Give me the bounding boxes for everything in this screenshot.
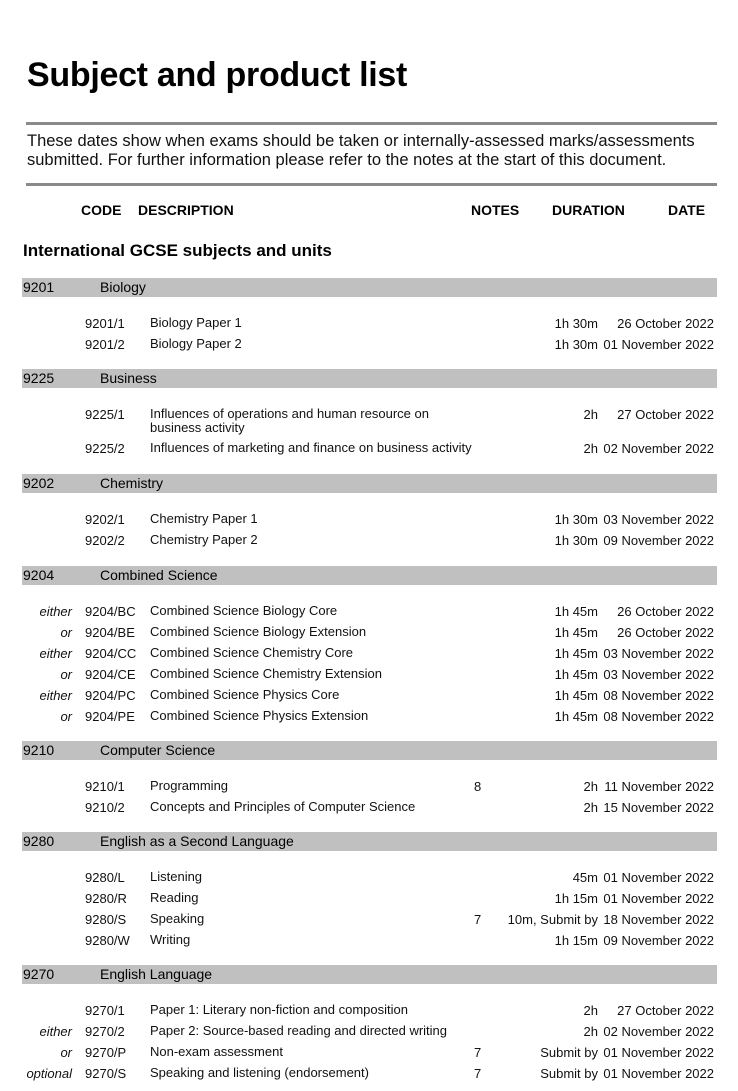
- subject-band: [22, 566, 717, 585]
- unit-code: 9280/W: [85, 933, 130, 948]
- subject-name: Business: [100, 370, 157, 386]
- unit-code: 9210/2: [85, 800, 125, 815]
- unit-duration: 1h 30m: [554, 316, 598, 331]
- subject-band: [22, 832, 717, 851]
- unit-date: 26 October 2022: [617, 604, 714, 619]
- unit-code: 9270/1: [85, 1003, 125, 1018]
- subject-name: English as a Second Language: [100, 833, 294, 849]
- unit-description: Listening: [150, 869, 203, 884]
- unit-description: Influences of operations and human resource on business activity: [150, 406, 429, 435]
- unit-notes: 7: [474, 1066, 482, 1081]
- unit-code: 9270/2: [85, 1024, 125, 1039]
- subject-code: 9280: [23, 833, 55, 849]
- subject-code: 9201: [23, 279, 55, 295]
- subject-code: 9204: [23, 567, 55, 583]
- unit-duration: 1h 45m: [554, 625, 598, 640]
- unit-row: [0, 337, 738, 355]
- unit-duration: 1h 45m: [554, 709, 598, 724]
- column-header-notes: NOTES: [471, 202, 520, 218]
- unit-description: Biology Paper 2: [150, 336, 242, 351]
- unit-row: [0, 870, 738, 888]
- unit-description: Non-exam assessment: [150, 1044, 283, 1059]
- unit-row: [0, 406, 738, 435]
- unit-date: 03 November 2022: [603, 512, 714, 527]
- unit-duration: 1h 30m: [554, 533, 598, 548]
- unit-code: 9210/1: [85, 779, 125, 794]
- unit-description: Combined Science Physics Extension: [150, 708, 369, 723]
- unit-code: 9201/2: [85, 337, 125, 352]
- unit-row: [0, 604, 738, 622]
- unit-duration: Submit by: [540, 1045, 598, 1060]
- unit-description: Paper 1: Literary non-fiction and composition: [150, 1002, 408, 1017]
- unit-code: 9280/S: [85, 912, 127, 927]
- unit-description: Programming: [150, 778, 229, 793]
- unit-description: Chemistry Paper 2: [150, 532, 258, 547]
- subject-band: [22, 369, 717, 388]
- unit-duration: 10m, Submit by: [507, 912, 598, 927]
- unit-date: 08 November 2022: [603, 709, 714, 724]
- unit-duration: 1h 15m: [554, 933, 598, 948]
- unit-row: [0, 1045, 738, 1063]
- unit-date: 09 November 2022: [603, 933, 714, 948]
- column-header-duration: DURATION: [552, 202, 625, 218]
- unit-row: [0, 891, 738, 909]
- subject-name: English Language: [100, 966, 213, 982]
- unit-date: 26 October 2022: [617, 316, 714, 331]
- unit-row: [0, 1003, 738, 1021]
- unit-row: [0, 1066, 738, 1084]
- unit-row: [0, 646, 738, 664]
- unit-code: 9202/2: [85, 533, 125, 548]
- unit-code: 9280/L: [85, 870, 125, 885]
- unit-description: Writing: [150, 932, 191, 947]
- unit-duration: 1h 45m: [554, 667, 598, 682]
- unit-date: 15 November 2022: [603, 800, 714, 815]
- unit-row: [0, 688, 738, 706]
- unit-date: 09 November 2022: [603, 533, 714, 548]
- unit-row: [0, 1024, 738, 1042]
- unit-duration: Submit by: [540, 1066, 598, 1081]
- subject-code: 9210: [23, 742, 55, 758]
- unit-option: or: [60, 667, 72, 682]
- subject-code: 9270: [23, 966, 55, 982]
- unit-option: or: [60, 1045, 72, 1060]
- unit-code: 9204/CC: [85, 646, 137, 661]
- subject-code: 9202: [23, 475, 55, 491]
- unit-duration: 45m: [572, 870, 598, 885]
- unit-row: [0, 709, 738, 727]
- unit-description: Influences of marketing and finance on business activity: [150, 440, 472, 455]
- unit-description: Speaking and listening (endorsement): [150, 1065, 369, 1080]
- unit-row: [0, 933, 738, 951]
- unit-option: either: [39, 1024, 72, 1039]
- unit-date: 01 November 2022: [603, 870, 714, 885]
- subject-band: [22, 965, 717, 984]
- divider-bottom: [26, 183, 717, 186]
- subject-code: 9225: [23, 370, 55, 386]
- unit-row: [0, 512, 738, 530]
- unit-duration: 1h 30m: [554, 337, 598, 352]
- unit-date: 08 November 2022: [603, 688, 714, 703]
- subject-name: Combined Science: [100, 567, 218, 583]
- unit-option: either: [39, 688, 72, 703]
- unit-description: Speaking: [150, 911, 205, 926]
- unit-code: 9270/P: [85, 1045, 127, 1060]
- unit-option: either: [39, 646, 72, 661]
- unit-date: 26 October 2022: [617, 625, 714, 640]
- unit-code: 9204/PE: [85, 709, 135, 724]
- unit-description: Combined Science Chemistry Extension: [150, 666, 382, 681]
- unit-duration: 1h 15m: [554, 891, 598, 906]
- unit-description: Combined Science Biology Extension: [150, 624, 367, 639]
- unit-date: 11 November 2022: [604, 779, 714, 794]
- intro-text: These dates show when exams should be taken or internally-assessed marks/assessments submitted. For further information please refer to the notes at the start of this document.: [27, 132, 695, 169]
- unit-row: [0, 441, 738, 459]
- unit-duration: 1h 30m: [554, 512, 598, 527]
- unit-description: Biology Paper 1: [150, 315, 242, 330]
- unit-date: 03 November 2022: [603, 646, 714, 661]
- unit-description: Reading: [150, 890, 199, 905]
- unit-code: 9204/CE: [85, 667, 136, 682]
- unit-option: optional: [26, 1066, 72, 1081]
- unit-code: 9204/BE: [85, 625, 135, 640]
- unit-description: Combined Science Physics Core: [150, 687, 340, 702]
- unit-duration: 1h 45m: [554, 646, 598, 661]
- column-header-date: DATE: [668, 202, 706, 218]
- unit-code: 9204/BC: [85, 604, 136, 619]
- unit-notes: 8: [474, 779, 482, 794]
- section-title: International GCSE subjects and units: [23, 241, 332, 260]
- unit-date: 03 November 2022: [603, 667, 714, 682]
- unit-code: 9202/1: [85, 512, 125, 527]
- unit-date: 01 November 2022: [603, 891, 714, 906]
- unit-date: 27 October 2022: [617, 407, 714, 422]
- unit-description: Concepts and Principles of Computer Science: [150, 799, 416, 814]
- unit-row: [0, 316, 738, 334]
- unit-duration: 1h 45m: [554, 604, 598, 619]
- unit-duration: 2h: [583, 800, 598, 815]
- unit-duration: 2h: [583, 1003, 598, 1018]
- unit-date: 02 November 2022: [603, 441, 714, 456]
- unit-date: 02 November 2022: [603, 1024, 714, 1039]
- unit-row: [0, 779, 738, 797]
- unit-notes: 7: [474, 912, 482, 927]
- unit-duration: 2h: [583, 1024, 598, 1039]
- unit-code: 9201/1: [85, 316, 125, 331]
- subject-name: Chemistry: [100, 475, 164, 491]
- subject-name: Computer Science: [100, 742, 216, 758]
- unit-code: 9270/S: [85, 1066, 127, 1081]
- subject-band: [22, 474, 717, 493]
- unit-date: 01 November 2022: [603, 337, 714, 352]
- unit-duration: 1h 45m: [554, 688, 598, 703]
- unit-date: 01 November 2022: [603, 1066, 714, 1081]
- unit-duration: 2h: [583, 779, 598, 794]
- subject-band: [22, 741, 717, 760]
- unit-row: [0, 667, 738, 685]
- unit-date: 01 November 2022: [603, 1045, 714, 1060]
- column-header-code: CODE: [81, 202, 122, 218]
- unit-option: or: [60, 709, 72, 724]
- unit-row: [0, 912, 738, 930]
- subject-name: Biology: [100, 279, 146, 295]
- unit-duration: 2h: [583, 441, 598, 456]
- unit-code: 9280/R: [85, 891, 127, 906]
- unit-date: 18 November 2022: [603, 912, 714, 927]
- column-header-description: DESCRIPTION: [138, 202, 234, 218]
- unit-row: [0, 800, 738, 818]
- page-title: Subject and product list: [27, 56, 408, 94]
- unit-duration: 2h: [583, 407, 598, 422]
- unit-row: [0, 625, 738, 643]
- unit-description: Combined Science Chemistry Core: [150, 645, 354, 660]
- subject-band: [22, 278, 717, 297]
- unit-notes: 7: [474, 1045, 482, 1060]
- unit-code: 9225/1: [85, 407, 125, 422]
- unit-option: or: [60, 625, 72, 640]
- unit-date: 27 October 2022: [617, 1003, 714, 1018]
- unit-description: Combined Science Biology Core: [150, 603, 338, 618]
- unit-code: 9204/PC: [85, 688, 136, 703]
- unit-row: [0, 533, 738, 551]
- unit-option: either: [39, 604, 72, 619]
- unit-description: Paper 2: Source-based reading and directed writing: [150, 1023, 448, 1038]
- divider-top: [26, 122, 717, 125]
- unit-description: Chemistry Paper 1: [150, 511, 258, 526]
- unit-code: 9225/2: [85, 441, 125, 456]
